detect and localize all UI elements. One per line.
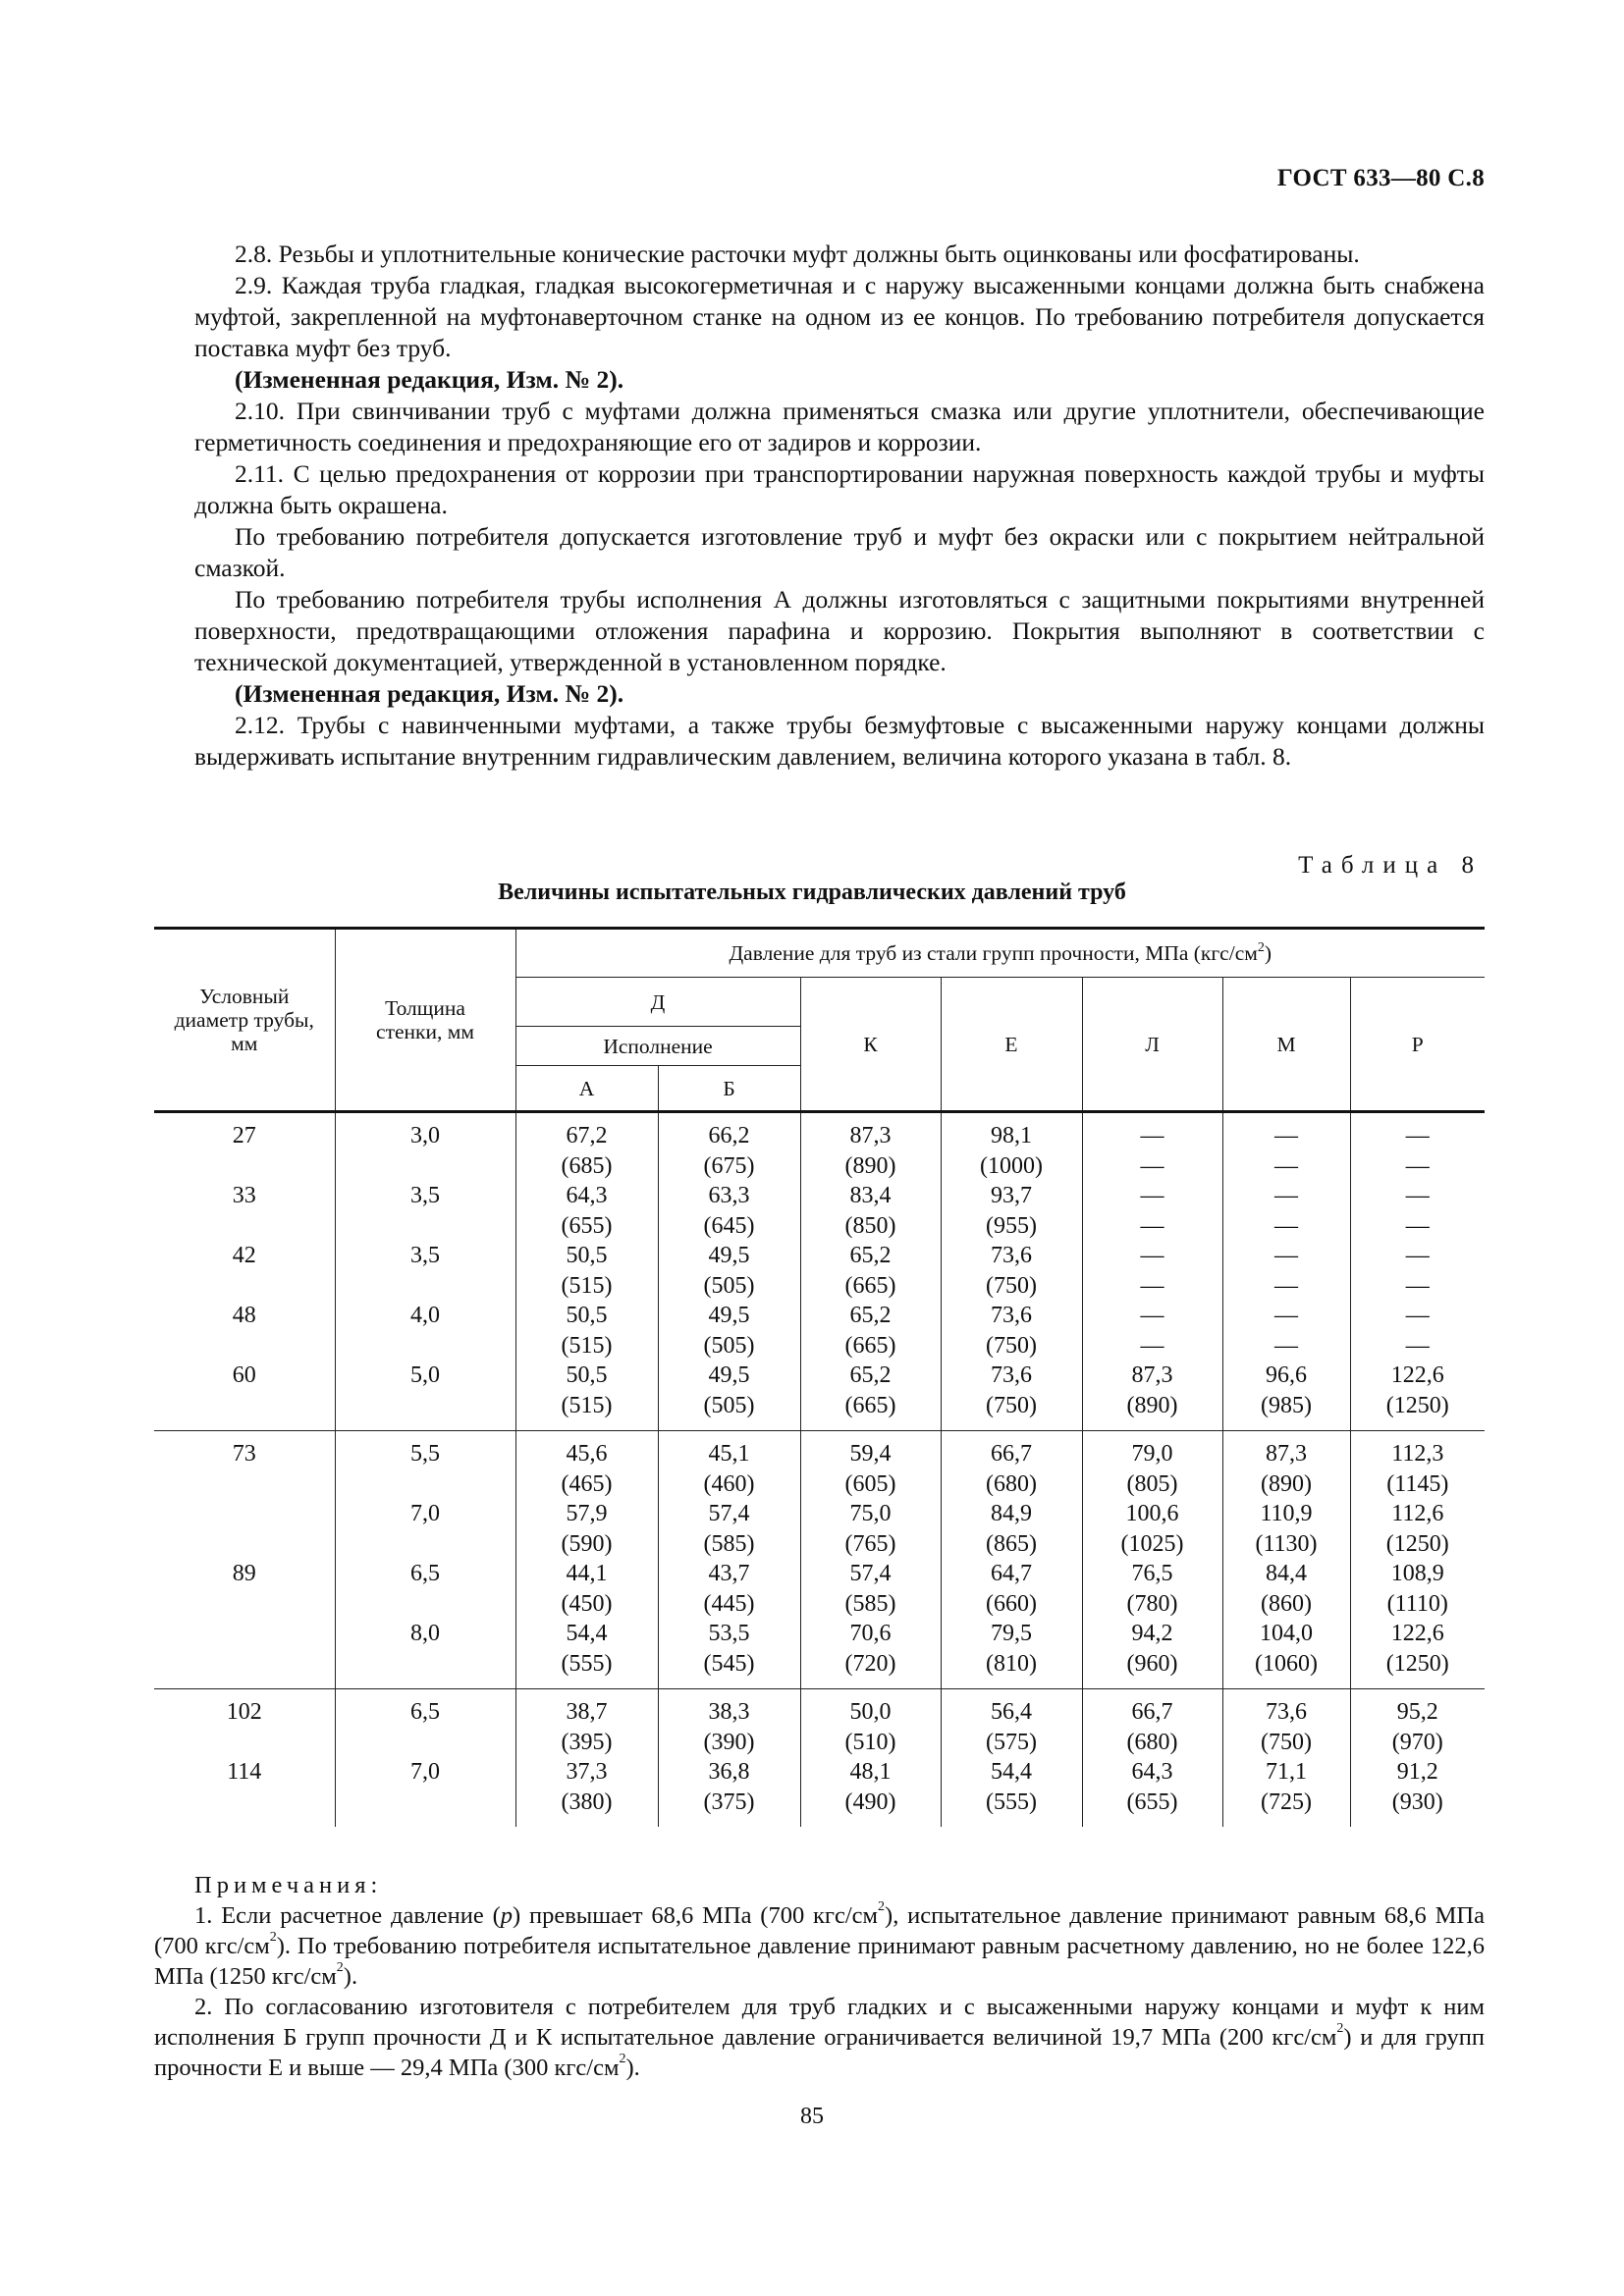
cell-line: 87,3 [1266, 1441, 1307, 1467]
cell-line: 42 [232, 1243, 256, 1268]
cell-line: 59,4 [849, 1441, 892, 1467]
cell-line [336, 1469, 515, 1500]
pressure-table [154, 927, 1485, 1827]
table-cell-a [515, 1689, 658, 1828]
cell-line: (555) [561, 1650, 613, 1677]
cell-line [336, 1391, 515, 1421]
cell-line [336, 1529, 515, 1560]
paragraph-2-12: 2.12. Трубы с навинченными муфтами, а также трубы безмуфтовые с высаженными наружу концами должны выдерживать испытание внутренним гидравлическим давлением, величина которого указана в табл. 8. [194, 711, 1485, 771]
cell-line: (890) [1261, 1470, 1312, 1497]
cell-line: 38,3 [708, 1699, 750, 1725]
cell-line: 64,7 [991, 1561, 1032, 1586]
header-group-d: Д [515, 978, 800, 1027]
cell-line: — [1274, 1332, 1298, 1359]
cell-line: (655) [561, 1212, 613, 1239]
cell-line: — [1405, 1212, 1430, 1239]
cell-line: (1145) [1386, 1470, 1449, 1497]
cell-line: (445) [703, 1590, 755, 1617]
amendment-note: (Измененная редакция, Изм. № 2). [235, 365, 624, 394]
cell-line: (605) [844, 1470, 896, 1497]
cell-line: — [1274, 1183, 1298, 1208]
cell-line: 49,5 [708, 1362, 750, 1388]
cell-line: — [1274, 1152, 1298, 1179]
table-notes [154, 1870, 1485, 2083]
cell-line: 70,6 [849, 1621, 892, 1646]
cell-line: (1000) [980, 1152, 1043, 1179]
cell-line [154, 1469, 335, 1500]
cell-line: (380) [561, 1789, 613, 1815]
cell-line: 8,0 [410, 1621, 440, 1646]
cell-line [154, 1151, 335, 1182]
cell-line: 57,4 [708, 1501, 750, 1526]
cell-line [154, 1619, 335, 1649]
cell-line: 71,1 [1266, 1759, 1307, 1785]
table-title: Величины испытательных гидравлических давлений труб [498, 880, 1126, 905]
header-pressure: Давление для труб из стали групп прочности, МПа $(кгс/см^2)$ [515, 929, 1485, 978]
header-execution: Исполнение [515, 1027, 800, 1066]
cell-line: 66,7 [991, 1441, 1032, 1467]
table-cell-m [1222, 1689, 1350, 1828]
cell-line: 67,2 [566, 1123, 608, 1148]
cell-line: 54,4 [566, 1621, 608, 1646]
cell-line [154, 1211, 335, 1242]
cell-line: 36,8 [708, 1759, 750, 1785]
cell-line: (1130) [1255, 1530, 1318, 1557]
cell-line: 64,3 [1131, 1759, 1173, 1785]
table-cell-thick [335, 1689, 515, 1828]
cell-line: — [1140, 1303, 1164, 1328]
table-cell-l [1082, 1689, 1222, 1828]
cell-line: 65,2 [849, 1303, 892, 1328]
table-cell-r [1350, 1112, 1485, 1431]
cell-line: 54,4 [991, 1759, 1032, 1785]
cell-line: — [1140, 1212, 1164, 1239]
paragraph-2-8: 2.8. Резьбы и уплотнительные конические расточки муфт должны быть оцинкованы или фосфатированы. [235, 240, 1360, 268]
cell-line: (1250) [1385, 1650, 1449, 1677]
cell-line: (930) [1391, 1789, 1443, 1815]
cell-line: (1250) [1385, 1530, 1449, 1557]
cell-line: 33 [232, 1183, 256, 1208]
cell-line: — [1405, 1272, 1430, 1299]
cell-line: 98,1 [991, 1123, 1032, 1148]
page-number: 85 [800, 2104, 824, 2129]
cell-line [154, 1788, 335, 1818]
cell-line: (585) [844, 1590, 896, 1617]
cell-line: (375) [703, 1789, 755, 1815]
cell-line: 44,1 [566, 1561, 608, 1586]
cell-line: 95,2 [1396, 1699, 1438, 1725]
cell-line: (660) [986, 1590, 1037, 1617]
cell-line: 66,2 [708, 1123, 750, 1148]
cell-line: (750) [986, 1272, 1037, 1299]
table-cell-thick [335, 1112, 515, 1431]
cell-line: — [1140, 1272, 1164, 1299]
cell-line: — [1274, 1303, 1298, 1328]
cell-line: (985) [1261, 1392, 1312, 1418]
cell-line: 48,1 [849, 1759, 892, 1785]
cell-line: 114 [227, 1759, 262, 1785]
cell-line: (750) [1261, 1729, 1312, 1755]
cell-line: 5,0 [410, 1362, 440, 1388]
cell-line: (590) [561, 1530, 613, 1557]
cell-line: 94,2 [1131, 1621, 1173, 1646]
cell-line: (575) [986, 1729, 1037, 1755]
cell-line: (515) [561, 1272, 613, 1299]
cell-line: 64,3 [566, 1183, 608, 1208]
cell-line: 79,5 [991, 1621, 1032, 1646]
cell-line: 75,0 [849, 1501, 892, 1526]
cell-line: — [1140, 1243, 1164, 1268]
cell-line: (545) [703, 1650, 755, 1677]
cell-line: (675) [703, 1152, 755, 1179]
header-group-l: Л [1082, 978, 1222, 1112]
cell-line: (515) [561, 1332, 613, 1359]
cell-line: — [1405, 1123, 1430, 1148]
cell-line: 84,9 [991, 1501, 1032, 1526]
table-cell-l [1082, 1112, 1222, 1431]
cell-line: 93,7 [991, 1183, 1032, 1208]
cell-line [336, 1649, 515, 1680]
cell-line: 73,6 [991, 1243, 1032, 1268]
cell-line: 4,0 [410, 1303, 440, 1328]
cell-line: (725) [1261, 1789, 1312, 1815]
cell-line: (1250) [1385, 1392, 1449, 1418]
table-cell-m [1222, 1431, 1350, 1689]
table-cell-b [658, 1689, 800, 1828]
cell-line: 91,2 [1396, 1759, 1438, 1785]
cell-line: (765) [844, 1530, 896, 1557]
cell-line: (955) [986, 1212, 1037, 1239]
cell-line: (490) [844, 1789, 896, 1815]
cell-line: 48 [232, 1303, 256, 1328]
cell-line: 45,6 [566, 1441, 608, 1467]
cell-line [154, 1271, 335, 1302]
cell-line: (970) [1391, 1729, 1443, 1755]
cell-line: 73,6 [991, 1362, 1032, 1388]
cell-line: 45,1 [708, 1441, 750, 1467]
cell-line [336, 1331, 515, 1362]
notes-title: Примечания: [194, 1872, 383, 1898]
cell-line: 50,5 [566, 1362, 608, 1388]
cell-line: 3,5 [410, 1183, 440, 1208]
cell-line: — [1274, 1272, 1298, 1299]
table-cell-thick [335, 1431, 515, 1689]
table-cell-r [1350, 1689, 1485, 1828]
cell-line: (395) [561, 1729, 613, 1755]
cell-line: 122,6 [1390, 1621, 1444, 1646]
cell-line: (460) [703, 1470, 755, 1497]
cell-line: — [1405, 1243, 1430, 1268]
cell-line: 49,5 [708, 1243, 750, 1268]
cell-line: 73,6 [1266, 1699, 1307, 1725]
cell-line: 56,4 [991, 1699, 1032, 1725]
cell-line: (505) [703, 1332, 755, 1359]
header-thickness: Толщина стенки, мм [335, 929, 515, 1112]
cell-line: 89 [232, 1561, 256, 1586]
cell-line: (1025) [1120, 1530, 1184, 1557]
cell-line: (585) [703, 1530, 755, 1557]
table-cell-b [658, 1112, 800, 1431]
table-row-group [154, 1431, 1485, 1689]
table-number: Таблица 8 [1298, 852, 1483, 879]
cell-line: 76,5 [1131, 1561, 1173, 1586]
cell-line: (865) [986, 1530, 1037, 1557]
cell-line: (665) [844, 1332, 896, 1359]
cell-line: (665) [844, 1272, 896, 1299]
cell-line: 50,0 [849, 1699, 892, 1725]
document-code: ГОСТ 633—80 С.8 [1276, 165, 1485, 191]
header-diameter: Условный диаметр трубы, мм [154, 929, 335, 1112]
header-exec-b: Б [658, 1066, 800, 1112]
cell-line: 6,5 [410, 1561, 440, 1586]
table-cell-e [941, 1689, 1082, 1828]
cell-line: — [1140, 1332, 1164, 1359]
table-cell-a [515, 1431, 658, 1689]
cell-line [336, 1151, 515, 1182]
cell-line [154, 1331, 335, 1362]
cell-line: (890) [1126, 1392, 1178, 1418]
cell-line: (510) [844, 1729, 896, 1755]
cell-line: 43,7 [708, 1561, 750, 1586]
cell-line: — [1274, 1243, 1298, 1268]
cell-line: 50,5 [566, 1243, 608, 1268]
cell-line [336, 1788, 515, 1818]
cell-line [154, 1728, 335, 1758]
cell-line: — [1140, 1152, 1164, 1179]
cell-line: — [1405, 1183, 1430, 1208]
cell-line: 27 [232, 1123, 256, 1148]
cell-line: 66,7 [1131, 1699, 1173, 1725]
table-cell-k [800, 1689, 941, 1828]
cell-line: (465) [561, 1470, 613, 1497]
paragraph-2-9: 2.9. Каждая труба гладкая, гладкая высокогерметичная и с наружу высаженными концами должна быть снабжена муфтой, закрепленной на муфтонаверточном станке на одном из ее концов. По требованию потребителя допускается поставка муфт без труб. [194, 271, 1485, 362]
cell-line: 100,6 [1125, 1501, 1179, 1526]
cell-line: 84,4 [1266, 1561, 1307, 1586]
cell-line: — [1405, 1303, 1430, 1328]
cell-line: (390) [703, 1729, 755, 1755]
cell-line [336, 1589, 515, 1620]
cell-line: 49,5 [708, 1303, 750, 1328]
paragraph-2-11: 2.11. С целью предохранения от коррозии при транспортировании наружная поверхность каждой трубы и муфты должна быть окрашена. [194, 459, 1485, 519]
paragraph-protective-coating: По требованию потребителя трубы исполнения А должны изготовляться с защитными покрытиями внутренней поверхности, предотвращающими отложения парафина и коррозию. Покрытия выполняют в соответствии с технической документацией, утвержденной в установленном порядке. [194, 585, 1485, 676]
cell-line [154, 1499, 335, 1529]
paragraph-coating: По требованию потребителя допускается изготовление труб и муфт без окраски или с покрытием нейтральной смазкой. [194, 522, 1485, 582]
cell-line: 104,0 [1260, 1621, 1313, 1646]
cell-line: 57,9 [566, 1501, 608, 1526]
header-group-m: М [1222, 978, 1350, 1112]
header-group-e: Е [941, 978, 1082, 1112]
cell-line: 96,6 [1266, 1362, 1307, 1388]
header-group-r: Р [1350, 978, 1485, 1112]
cell-line: 53,5 [708, 1621, 750, 1646]
cell-line: 122,6 [1390, 1362, 1444, 1388]
cell-line [336, 1211, 515, 1242]
cell-line: (655) [1126, 1789, 1178, 1815]
cell-line: — [1405, 1152, 1430, 1179]
cell-line: 7,0 [410, 1501, 440, 1526]
cell-line: (680) [986, 1470, 1037, 1497]
cell-line: 102 [226, 1699, 262, 1725]
cell-line: (505) [703, 1392, 755, 1418]
cell-line: (890) [844, 1152, 896, 1179]
cell-line: 7,0 [410, 1759, 440, 1785]
table-cell-diam [154, 1431, 335, 1689]
cell-line: (515) [561, 1392, 613, 1418]
table-cell-k [800, 1112, 941, 1431]
table-cell-b [658, 1431, 800, 1689]
cell-line: — [1274, 1123, 1298, 1148]
cell-line: 5,5 [410, 1441, 440, 1467]
cell-line: 73,6 [991, 1303, 1032, 1328]
cell-line: 3,0 [410, 1123, 440, 1148]
cell-line [336, 1271, 515, 1302]
cell-line: (1110) [1386, 1590, 1448, 1617]
cell-line: (555) [986, 1789, 1037, 1815]
cell-line: — [1140, 1183, 1164, 1208]
cell-line: (850) [844, 1212, 896, 1239]
table-cell-diam [154, 1689, 335, 1828]
cell-line: (645) [703, 1212, 755, 1239]
cell-line: 87,3 [849, 1123, 892, 1148]
table-cell-r [1350, 1431, 1485, 1689]
table-cell-e [941, 1112, 1082, 1431]
cell-line: (780) [1126, 1590, 1178, 1617]
cell-line: (750) [986, 1332, 1037, 1359]
cell-line: (960) [1126, 1650, 1178, 1677]
cell-line: 110,9 [1260, 1501, 1313, 1526]
table-cell-diam [154, 1112, 335, 1431]
table-cell-l [1082, 1431, 1222, 1689]
cell-line: 3,5 [410, 1243, 440, 1268]
note-1: 1. Если расчетное давление (р) превышает 68,6 МПа (700 кгс/$см^2$), испытательное давление принимают равным 68,6 МПа (700 кгс/$см^2$). По требованию потребителя испытательное давление принимают равным расчетному давлению, но не более 122,6 МПа (1250 кгс/$см^2$). [154, 1899, 1485, 1990]
cell-line: (810) [986, 1650, 1037, 1677]
cell-line: 79,0 [1131, 1441, 1173, 1467]
cell-line [154, 1391, 335, 1421]
cell-line: (680) [1126, 1729, 1178, 1755]
cell-line: 6,5 [410, 1699, 440, 1725]
cell-line [154, 1649, 335, 1680]
table-cell-k [800, 1431, 941, 1689]
table-row-group [154, 1689, 1485, 1828]
cell-line: 37,3 [566, 1759, 608, 1785]
cell-line: 65,2 [849, 1243, 892, 1268]
paragraph-2-10: 2.10. При свинчивании труб с муфтами должна применяться смазка или другие уплотнители, обеспечивающие герметичность соединения и предохраняющие его от задиров и коррозии. [194, 397, 1485, 456]
cell-line: (665) [844, 1392, 896, 1418]
cell-line: 73 [232, 1441, 256, 1467]
cell-line: — [1405, 1332, 1430, 1359]
cell-line: 112,6 [1391, 1501, 1444, 1526]
note-2: 2. По согласованию изготовителя с потребителем для труб гладких и с высаженными наружу концами и муфт к ним исполнения Б групп прочности Д и К испытательное давление ограничивается величиной 19,7 МПа (200 кгс/$см^2$) и для групп прочности Е и выше — 29,4 МПа (300 кгс/$см^2$). [154, 1994, 1485, 2081]
table-cell-e [941, 1431, 1082, 1689]
cell-line: 60 [232, 1362, 256, 1388]
cell-line: 112,3 [1391, 1441, 1444, 1467]
cell-line: 83,4 [849, 1183, 892, 1208]
cell-line: (450) [561, 1590, 613, 1617]
cell-line: (720) [844, 1650, 896, 1677]
cell-line: (505) [703, 1272, 755, 1299]
cell-line: 108,9 [1390, 1561, 1444, 1586]
cell-line [154, 1529, 335, 1560]
body-text [194, 239, 1485, 773]
table-cell-a [515, 1112, 658, 1431]
table-cell-m [1222, 1112, 1350, 1431]
cell-line: (1060) [1255, 1650, 1318, 1677]
cell-line: 63,3 [708, 1183, 750, 1208]
amendment-note: (Измененная редакция, Изм. № 2). [235, 679, 624, 708]
cell-line: (750) [986, 1392, 1037, 1418]
cell-line: 87,3 [1131, 1362, 1173, 1388]
cell-line: (860) [1261, 1590, 1312, 1617]
table-row-group [154, 1112, 1485, 1431]
cell-line: 57,4 [849, 1561, 892, 1586]
cell-line: (805) [1126, 1470, 1178, 1497]
cell-line: — [1140, 1123, 1164, 1148]
cell-line: — [1274, 1212, 1298, 1239]
cell-line [336, 1728, 515, 1758]
cell-line [154, 1589, 335, 1620]
cell-line: 50,5 [566, 1303, 608, 1328]
cell-line: (685) [561, 1152, 613, 1179]
header-exec-a: А [515, 1066, 658, 1112]
header-group-k: К [800, 978, 941, 1112]
cell-line: 38,7 [566, 1699, 608, 1725]
cell-line: 65,2 [849, 1362, 892, 1388]
